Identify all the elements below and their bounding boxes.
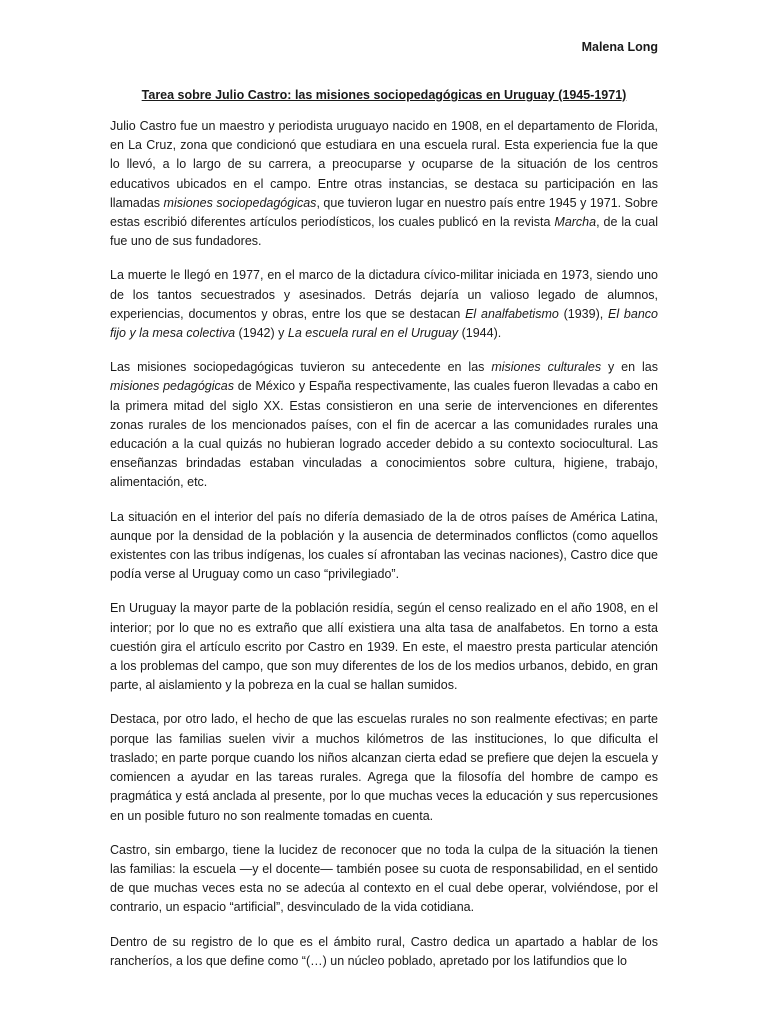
paragraph-text: La situación en el interior del país no difería demasiado de la de otros países de América Latina, aunque por la densidad de la población y la ausencia de determinados conflictos (como aquellos existentes con las tribus indígenas, los cuales sí afrontaban las vecinas naciones), Castro dice que podía verse al Uruguay como un caso “privilegiado”. bbox=[110, 509, 658, 582]
paragraph-text: Castro, sin embargo, tiene la lucidez de reconocer que no toda la culpa de la situación la tienen las familias: la escuela —y el docente— también posee su cuota de responsabilidad, en el sentido de que muchas veces esta no se adecúa al contexto en el cual debe operar, volviéndose, por el contrario, un espacio “artificial”, desvinculado de la vida cotidiana. bbox=[110, 842, 658, 915]
paragraph-text: Julio Castro fue un maestro y periodista uruguayo nacido en 1908, en el departamento de Florida, en La Cruz, zona que condicionó que estudiara en una escuela rural. Esta experiencia fue la que lo llevó, a lo largo de su carrera, a preocuparse y ocuparse de la situación de los centros educativos ubicados en el campo. Entre otras instancias, se destaca su participación en las llamadas bbox=[110, 119, 658, 210]
paragraph-text: En Uruguay la mayor parte de la población residía, según el censo realizado en el año 1908, en el interior; por lo que no es extraño que allí existiera una alta tasa de analfabetos. En torno a esta cuestión gira el artículo escrito por Castro en 1939. En este, el maestro presta particular atención a los problemas del campo, que son muy diferentes de los de los medios urbanos, debido, en gran parte, al aislamiento y la pobreza en la cual se hallan sumidos. bbox=[110, 601, 658, 693]
body-paragraph bbox=[110, 710, 658, 825]
paragraph-text: y en las bbox=[601, 360, 658, 375]
paragraph-text: Las misiones sociopedagógicas tuvieron su antecedente en las bbox=[110, 360, 492, 375]
body-paragraph bbox=[110, 508, 658, 585]
paragraph-text: , de la cual fue uno de sus fundadores. bbox=[110, 215, 658, 249]
paragraph-text: (1939), bbox=[558, 306, 609, 321]
italic-text: misiones sociopedagógicas bbox=[163, 195, 317, 210]
body-paragraph bbox=[110, 358, 658, 492]
italic-text: El analfabetismo bbox=[465, 306, 559, 321]
document-title: Tarea sobre Julio Castro: las misiones sociopedagógicas en Uruguay (1945-1971) bbox=[141, 88, 627, 102]
italic-text: La escuela rural en el Uruguay bbox=[287, 326, 459, 341]
author-name: Malena Long bbox=[581, 40, 658, 54]
paragraph-text: (1942) y bbox=[235, 326, 288, 341]
body-paragraph bbox=[110, 117, 658, 251]
body-paragraph bbox=[110, 599, 658, 695]
italic-text: misiones pedagógicas bbox=[110, 379, 234, 394]
body-paragraph bbox=[110, 266, 658, 343]
body-paragraph bbox=[110, 933, 658, 971]
body-paragraph bbox=[110, 841, 658, 918]
italic-text: misiones culturales bbox=[491, 360, 602, 375]
paragraph-text: Dentro de su registro de lo que es el ámbito rural, Castro dedica un apartado a hablar de los rancheríos, a los que define como “(…) un núcleo poblado, apretado por los latifundios que lo bbox=[110, 934, 658, 968]
paragraph-text: (1944). bbox=[458, 326, 502, 341]
italic-text: El banco fijo y la mesa colectiva bbox=[110, 306, 658, 341]
italic-text: Marcha bbox=[554, 215, 597, 230]
paragraph-text: , que tuvieron lugar en nuestro país entre 1945 y 1971. Sobre estas escribió diferentes artículos periodísticos, los cuales publicó en la revista bbox=[110, 195, 658, 230]
paragraph-text: Destaca, por otro lado, el hecho de que las escuelas rurales no son realmente efectivas; en parte porque las familias suelen vivir a muchos kilómetros de las instituciones, lo que dificulta el traslado; en parte porque cuando los niños alcanzan cierta edad se prefiere que dejen la escuela y comiencen a ayudar en las tareas rurales. Agrega que la filosofía del hombre de campo es pragmática y está anclada al presente, por lo que muchas veces la educación y sus repercusiones en un posible futuro no son realmente tomadas en cuenta. bbox=[110, 712, 658, 823]
document-body bbox=[110, 117, 658, 971]
paragraph-text: La muerte le llegó en 1977, en el marco de la dictadura cívico-militar iniciada en 1973, siendo uno de los tantos secuestrados y asesinados. Detrás dejaría un valioso legado de alumnos, experiencias, documentos y obras, entre los que se destacan bbox=[110, 268, 658, 321]
paragraph-text: de México y España respectivamente, las cuales fueron llevadas a cabo en la primera mitad del siglo XX. Estas consistieron en una serie de intervenciones en diferentes zonas rurales de los mencionados países, con el fin de acercar a las comunidades rurales una educación a la cual quizás no hubieran logrado acceder debido a su contexto sociocultural. Las enseñanzas brindadas estaban vinculadas a conocimientos sobre cultura, higiene, trabajo, alimentación, etc. bbox=[110, 379, 658, 490]
